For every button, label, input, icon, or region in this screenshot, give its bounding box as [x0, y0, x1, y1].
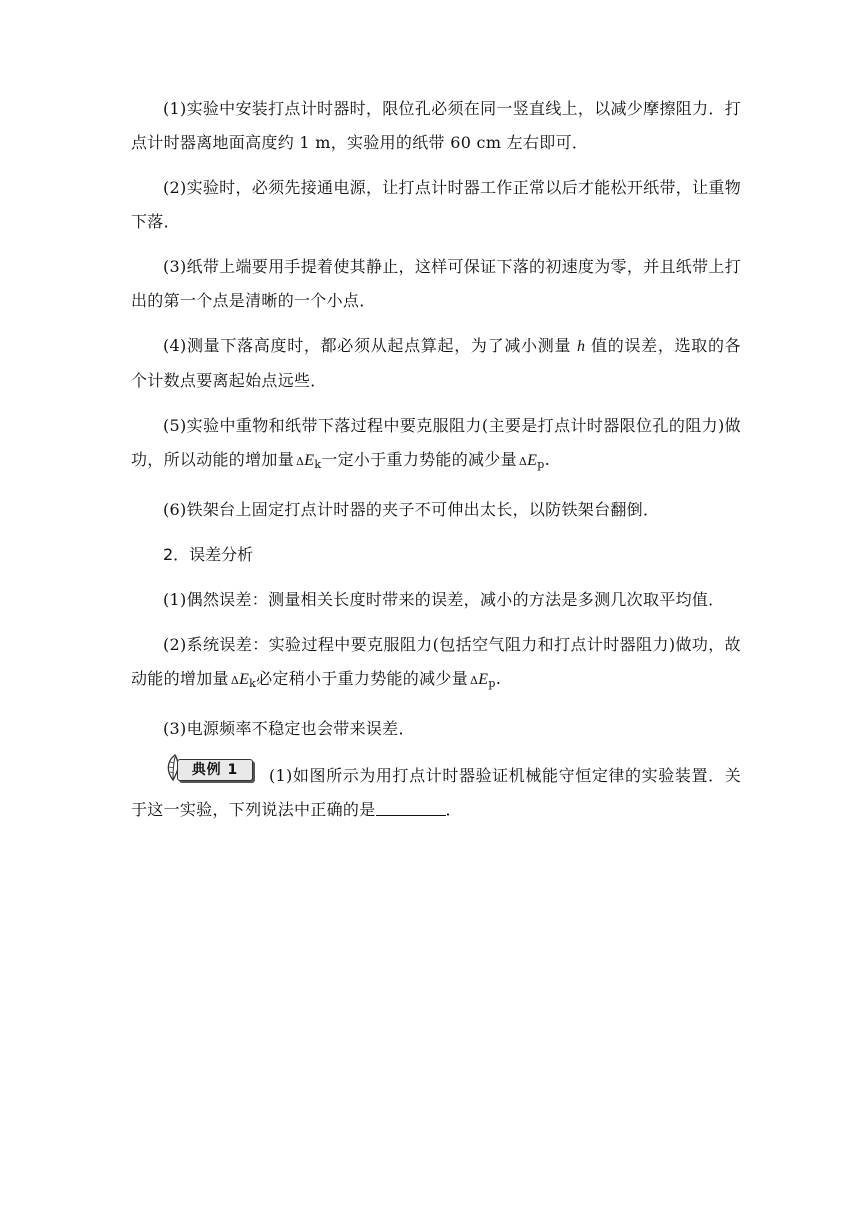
- error-paragraph-2-text-c: .: [495, 669, 502, 688]
- document-page: [131, 92, 741, 827]
- delta-symbol: Δ: [296, 455, 305, 468]
- delta-symbol: Δ: [470, 674, 479, 687]
- variable-h: h: [576, 338, 586, 355]
- paragraph-5-text-a: (5)实验中重物和纸带下落过程中要克服阻力(主要是打点计时器限位孔的阻力)做功，所以动能的增加量: [131, 416, 741, 469]
- subscript-k: k: [249, 677, 257, 690]
- example-badge-label: 典例 1: [177, 759, 253, 781]
- example-badge: [163, 757, 255, 783]
- paragraph-3: (3)纸带上端要用手提着使其静止，这样可保证下落的初速度为零，并且纸带上打出的第一个点是清晰的一个小点．: [131, 257, 741, 310]
- paragraph-5-text-c: .: [544, 450, 550, 469]
- energy-symbol: E: [478, 671, 489, 688]
- error-paragraph-2: [131, 628, 741, 701]
- paragraph-2: (2)实验时，必须先接通电源，让打点计时器工作正常以后才能松开纸带，让重物下落．: [131, 178, 741, 231]
- error-paragraph-2-text-b: 必定稍小于重力势能的减少量: [256, 669, 469, 688]
- subscript-p: p: [488, 677, 496, 690]
- energy-symbol: E: [239, 671, 250, 688]
- subscript-k: k: [314, 458, 322, 471]
- paragraph-4-text-b: 值的误差，选取的各个计数点要离起始点远些．: [131, 336, 741, 390]
- paragraph-1: (1)实验中安装打点计时器时，限位孔必须在同一竖直线上，以减少摩擦阻力．打点计时器离地面高度约 1 m，实验用的纸带 60 cm 左右即可．: [131, 99, 741, 152]
- example-block: [131, 757, 741, 827]
- paragraph-4-text-a: (4)测量下落高度时，都必须从起点算起，为了减小测量: [163, 336, 577, 355]
- error-paragraph-1: (1)偶然误差：测量相关长度时带来的误差，减小的方法是多测几次取平均值．: [163, 590, 725, 609]
- paragraph-6: (6)铁架台上固定打点计时器的夹子不可伸出太长，以防铁架台翻倒．: [163, 500, 660, 519]
- answer-blank[interactable]: [376, 801, 446, 816]
- delta-symbol: Δ: [518, 455, 528, 468]
- subscript-p: p: [537, 458, 545, 471]
- energy-symbol: E: [304, 452, 315, 469]
- paragraph-4: [131, 329, 741, 398]
- paragraph-5: [131, 409, 741, 482]
- paragraph-5-text-b: 一定小于重力势能的减少量: [321, 450, 517, 469]
- delta-symbol: Δ: [230, 674, 240, 687]
- error-paragraph-3: (3)电源频率不稳定也会带来误差．: [163, 719, 415, 738]
- error-paragraph-2-text-a: (2)系统误差：实验过程中要克服阻力(包括空气阻力和打点计时器阻力)做功，故动能的增加量: [131, 635, 741, 688]
- section-heading-error-analysis: 2．误差分析: [163, 545, 254, 564]
- example-question-text: (1)如图所示为用打点计时器验证机械能守恒定律的实验装置．关于这一实验，下列说法中正确的是: [131, 766, 741, 819]
- energy-symbol: E: [527, 452, 538, 469]
- example-question-end: ．: [445, 800, 462, 819]
